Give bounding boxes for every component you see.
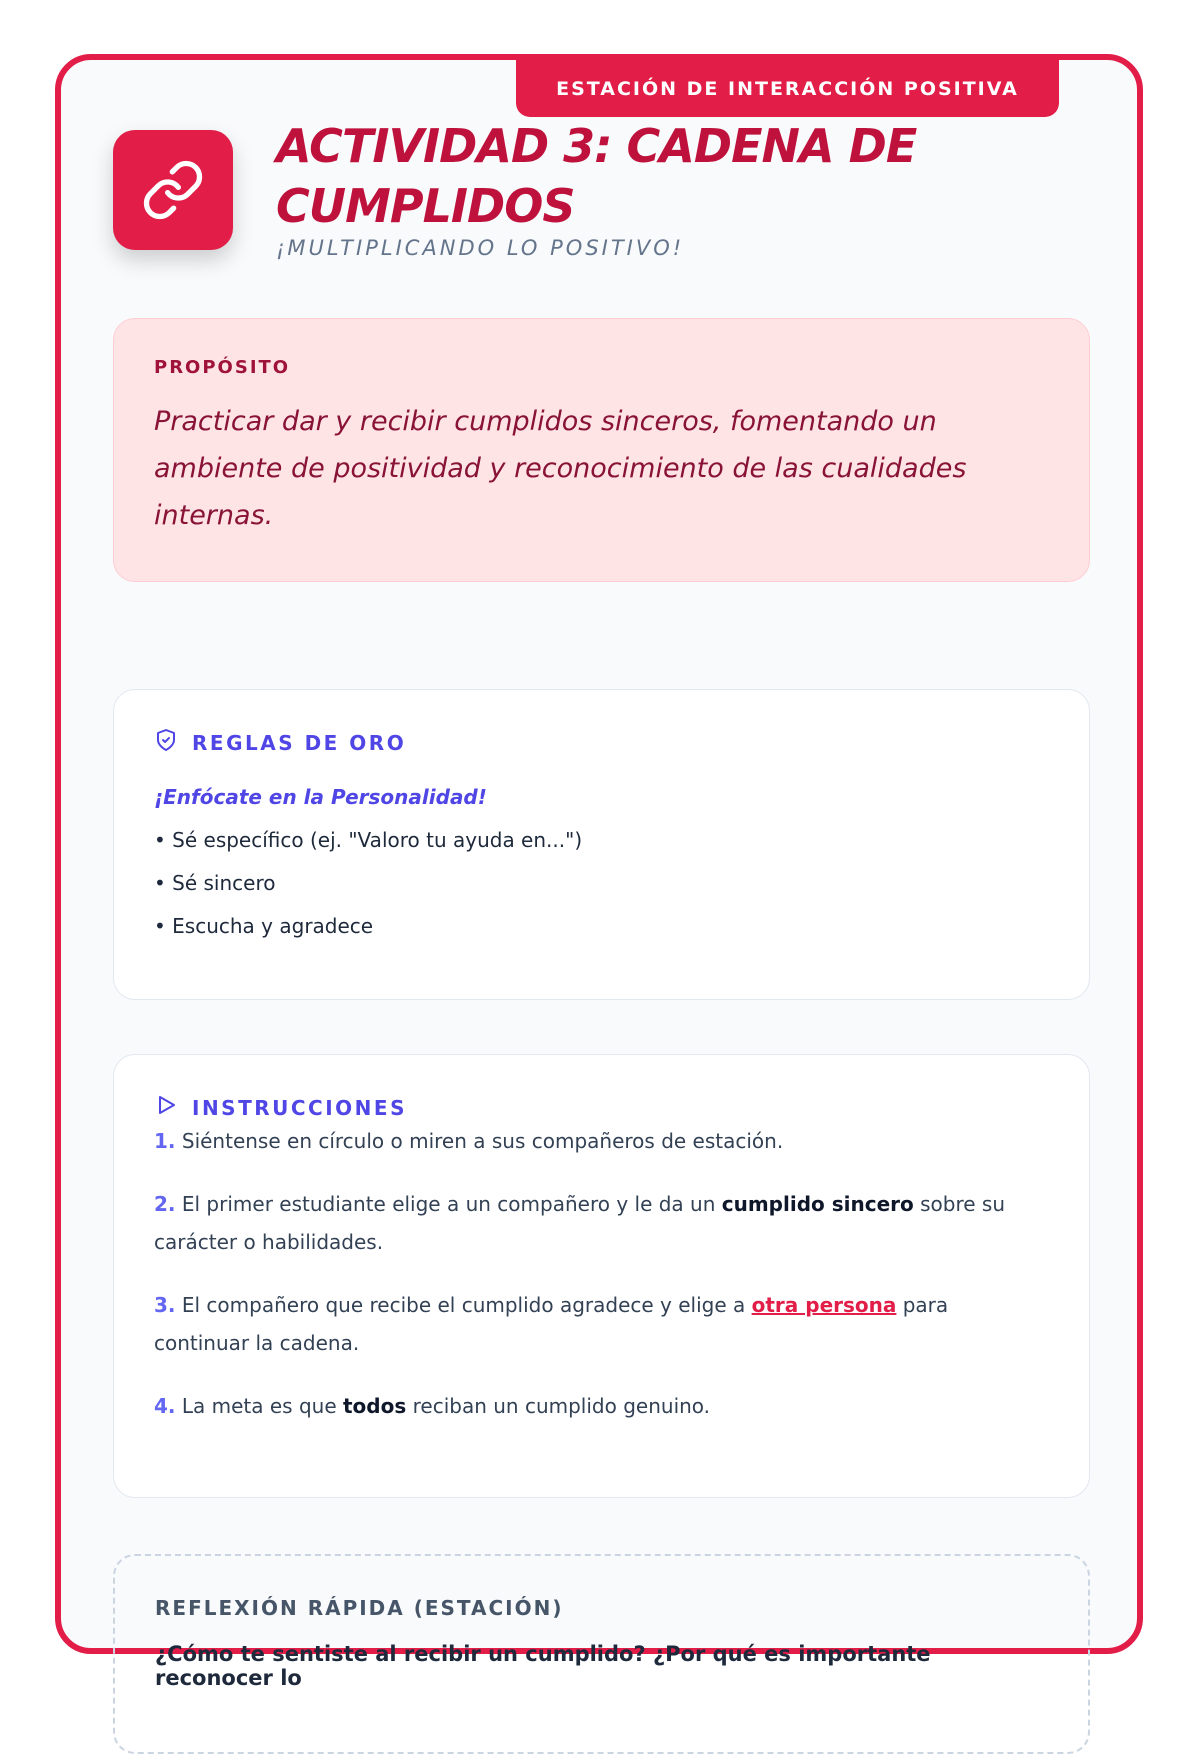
rules-heading xyxy=(154,728,1049,757)
rules-panel xyxy=(113,689,1090,1000)
instructions-heading-label: INSTRUCCIONES xyxy=(192,1095,407,1120)
station-badge: ESTACIÓN DE INTERACCIÓN POSITIVA xyxy=(516,60,1059,117)
purpose-label: PROPÓSITO xyxy=(154,357,291,378)
rule-item: • Sé sincero xyxy=(154,871,276,895)
rules-focus: ¡Enfócate en la Personalidad! xyxy=(154,785,487,809)
step-text: El compañero que recibe el cumplido agradece y elige a xyxy=(181,1293,746,1317)
step-text: sobre su carácter o habilidades. xyxy=(154,1192,1006,1254)
instruction-step xyxy=(154,1286,1049,1362)
reflection-label: REFLEXIÓN RÁPIDA (ESTACIÓN) xyxy=(155,1596,564,1620)
purpose-panel xyxy=(113,318,1090,582)
step-text: reciban un cumplido genuino. xyxy=(412,1394,711,1418)
shield-check-icon xyxy=(154,728,178,757)
page-subtitle: ¡MULTIPLICANDO LO POSITIVO! xyxy=(276,236,685,260)
step-emphasis: todos xyxy=(343,1394,407,1418)
rules-heading-label: REGLAS DE ORO xyxy=(192,730,407,755)
step-text: La meta es que xyxy=(181,1394,337,1418)
instruction-step xyxy=(154,1122,1049,1160)
instruction-step xyxy=(154,1387,1049,1425)
instructions-heading xyxy=(154,1093,1049,1122)
step-emphasis: cumplido sincero xyxy=(721,1192,914,1216)
play-icon xyxy=(154,1093,178,1122)
rule-item: • Escucha y agradece xyxy=(154,914,374,938)
purpose-text: Practicar dar y recibir cumplidos sinceros, fomentando un ambiente de positividad y reconocimiento de las cualidades internas. xyxy=(154,406,967,531)
step-text: para continuar la cadena. xyxy=(154,1293,949,1355)
step-number: 2. xyxy=(154,1192,176,1216)
instruction-step xyxy=(154,1185,1049,1261)
rule-item: • Sé específico (ej. "Valoro tu ayuda en...") xyxy=(154,828,583,852)
step-number: 3. xyxy=(154,1293,176,1317)
activity-card xyxy=(55,54,1143,1690)
step-emphasis-link: otra persona xyxy=(751,1293,897,1317)
step-number: 4. xyxy=(154,1394,176,1418)
reflection-question: ¿Cómo te sentiste al recibir un cumplido? ¿Por qué es importante reconocer lo xyxy=(155,1642,931,1690)
step-number: 1. xyxy=(154,1129,176,1153)
reflection-panel xyxy=(113,1554,1090,1754)
instructions-panel xyxy=(113,1054,1090,1498)
step-text: El primer estudiante elige a un compañero y le da un xyxy=(181,1192,716,1216)
page-title: ACTIVIDAD 3: CADENA DE CUMPLIDOS xyxy=(276,119,917,233)
step-text: Siéntense en círculo o miren a sus compañeros de estación. xyxy=(181,1129,784,1153)
link-icon xyxy=(113,130,233,250)
